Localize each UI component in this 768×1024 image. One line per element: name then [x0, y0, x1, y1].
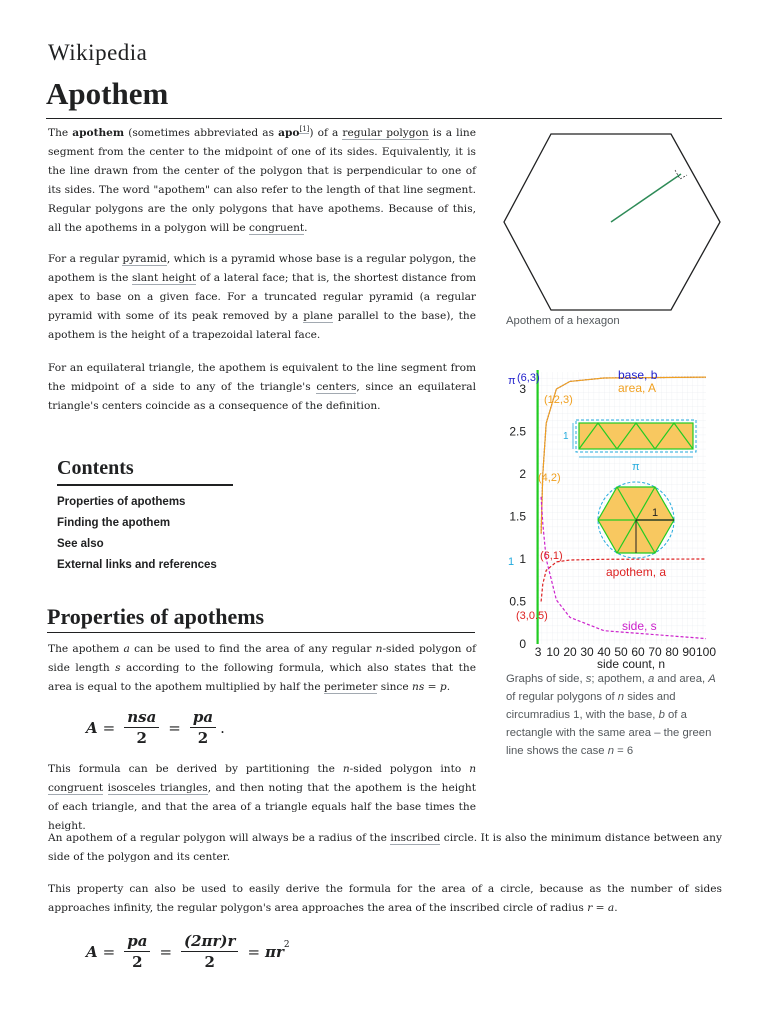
term-apo: apo [278, 127, 300, 139]
wikipedia-wordmark[interactable]: Wikipedia [48, 40, 148, 65]
x-tick-label: 100 [695, 645, 717, 659]
hexagon-radius-label: 1 [652, 507, 659, 519]
properties-paragraph-4: This property can also be used to easily derive the formula for the area of a circle, because as the number of sides approaches infinity, the regular polygon's area approaches the area of the inscribed circle of radius r = a. [48, 883, 722, 914]
y-tick-label: 1.5 [509, 509, 526, 524]
toc-item-finding[interactable]: Finding the apothem [57, 517, 171, 529]
y-tick-label: 1 [519, 552, 526, 566]
graph-caption: Graphs of side, s; apothem, a and area, A of regular polygons of n sides and circumradius 1, with the base, b of a rectangle with the same area – the green line shows the case n = 6 [506, 673, 716, 757]
intro-paragraph-3: For an equilateral triangle, the apothem is equivalent to the line segment from the midpoint of a side to any of the triangle's centers, since an equilateral triangle's centers coincide as a consequence of the definition. [48, 362, 476, 412]
y-tick-label: 0.5 [509, 594, 526, 609]
reference-link-1[interactable]: [1] [299, 125, 310, 134]
properties-paragraph-2: This formula can be derived by partitioning the n-sided polygon into n congruent isosceles triangles, and then noting that the apothem is the height of each triangle, and that the area of a triangle equals half the base times the height. [48, 763, 477, 832]
toc-item-properties[interactable]: Properties of apothems [57, 496, 186, 508]
label-point-6-1: (6,1) [540, 550, 563, 562]
link-isosceles-triangles[interactable]: isosceles triangles [107, 782, 208, 794]
x-axis-label: side count, n [597, 657, 666, 670]
link-perimeter[interactable]: perimeter [323, 681, 378, 693]
x-tick-label: 3 [534, 645, 542, 659]
x-tick-label: 30 [580, 645, 594, 659]
label-point-6-3: (6,3) [517, 372, 540, 384]
x-tick-label: 80 [665, 645, 679, 659]
section-divider [47, 632, 475, 633]
title-divider [46, 118, 722, 119]
link-congruent-2[interactable]: congruent [48, 782, 104, 794]
y-tick-label: 0 [519, 637, 526, 651]
toc-item-see-also[interactable]: See also [57, 538, 104, 550]
x-tick-label: 60 [631, 645, 645, 659]
table-of-contents [57, 457, 233, 576]
section-heading-properties: Properties of apothems [47, 604, 265, 629]
properties-paragraph-3: An apothem of a regular polygon will always be a radius of the inscribed circle. It is also the minimum distance between any side of the polygon and its center. [48, 832, 722, 863]
label-apothem: apothem, a [606, 565, 667, 579]
link-inscribed[interactable]: inscribed [390, 832, 441, 844]
label-pi: π [508, 375, 516, 387]
toc-item-external-links[interactable]: External links and references [57, 559, 217, 571]
link-centers[interactable]: centers [316, 381, 357, 393]
link-regular-polygon[interactable]: regular polygon [342, 127, 429, 139]
hexagon-caption: Apothem of a hexagon [506, 315, 620, 327]
term-apothem: apothem [72, 127, 125, 139]
apothem-line [611, 174, 681, 222]
polygon-graph [500, 364, 722, 670]
circle-area-formula: A = $\frac{pa}{2}$ = $\frac{(2\pi r)r}{2}$ = πr $^2$ [86, 932, 290, 971]
x-tick-label: 70 [648, 645, 662, 659]
intro-paragraph-2: For a regular pyramid, which is a pyramid whose base is a regular polygon, the apothem is the slant height of a lateral face; that is, the shortest distance from apex to base on a given face. For a truncated regular pyramid (a regular pyramid with some of its peak removed by a plane parallel to the base), the apothem is the height of a trapezoidal lateral face. [48, 253, 476, 341]
label-one: 1 [508, 556, 515, 568]
label-side: side, s [622, 619, 657, 633]
x-tick-label: 10 [546, 645, 560, 659]
label-point-4-2: (4,2) [538, 472, 561, 484]
y-tick-label: 2.5 [509, 424, 526, 439]
page-title: Apothem [46, 76, 169, 111]
link-slant-height[interactable]: slant height [131, 272, 197, 284]
hexagon-apothem-figure [500, 128, 722, 316]
area-formula: A = $\frac{\text{nsa}}{2}$ = $\frac{pa}{2}$ . [86, 708, 225, 747]
rectangle-fill [579, 423, 693, 449]
link-plane[interactable]: plane [303, 310, 333, 322]
intro-paragraph-1: The apothem (sometimes abbreviated as apo[1]) of a regular polygon is a line segment from the center to the midpoint of one of its sides. Equivalently, it is the line drawn from the center of the polygon that is perpendicular to one of its sides. The word "apothem" can also refer to the length of that line segment. Regular polygons are the only polygons that have apothems. Because of this, all the apothems in a polygon will be congruent. [48, 125, 476, 234]
link-congruent[interactable]: congruent [249, 222, 305, 234]
x-tick-label: 40 [597, 645, 611, 659]
x-tick-label: 90 [682, 645, 696, 659]
label-area: area, A [618, 381, 657, 395]
x-tick-label: 50 [614, 645, 628, 659]
properties-paragraph-1: The apothem a can be used to find the area of any regular n-sided polygon of side length s according to the following formula, which also states that the area is equal to the apothem multiplied by half the perimeter since ns = p. [48, 643, 476, 693]
x-tick-label: 20 [563, 645, 577, 659]
link-pyramid[interactable]: pyramid [122, 253, 167, 265]
rect-width-label: π [632, 461, 640, 473]
y-tick-label: 2 [519, 467, 526, 481]
label-point-12-3: (12,3) [544, 394, 573, 406]
y-tick-label: 3 [519, 382, 526, 396]
rect-height-label: 1 [563, 431, 569, 442]
toc-heading: Contents [57, 457, 233, 486]
label-base: base, b [618, 368, 658, 382]
label-point-3-05: (3,0.5) [516, 610, 548, 622]
